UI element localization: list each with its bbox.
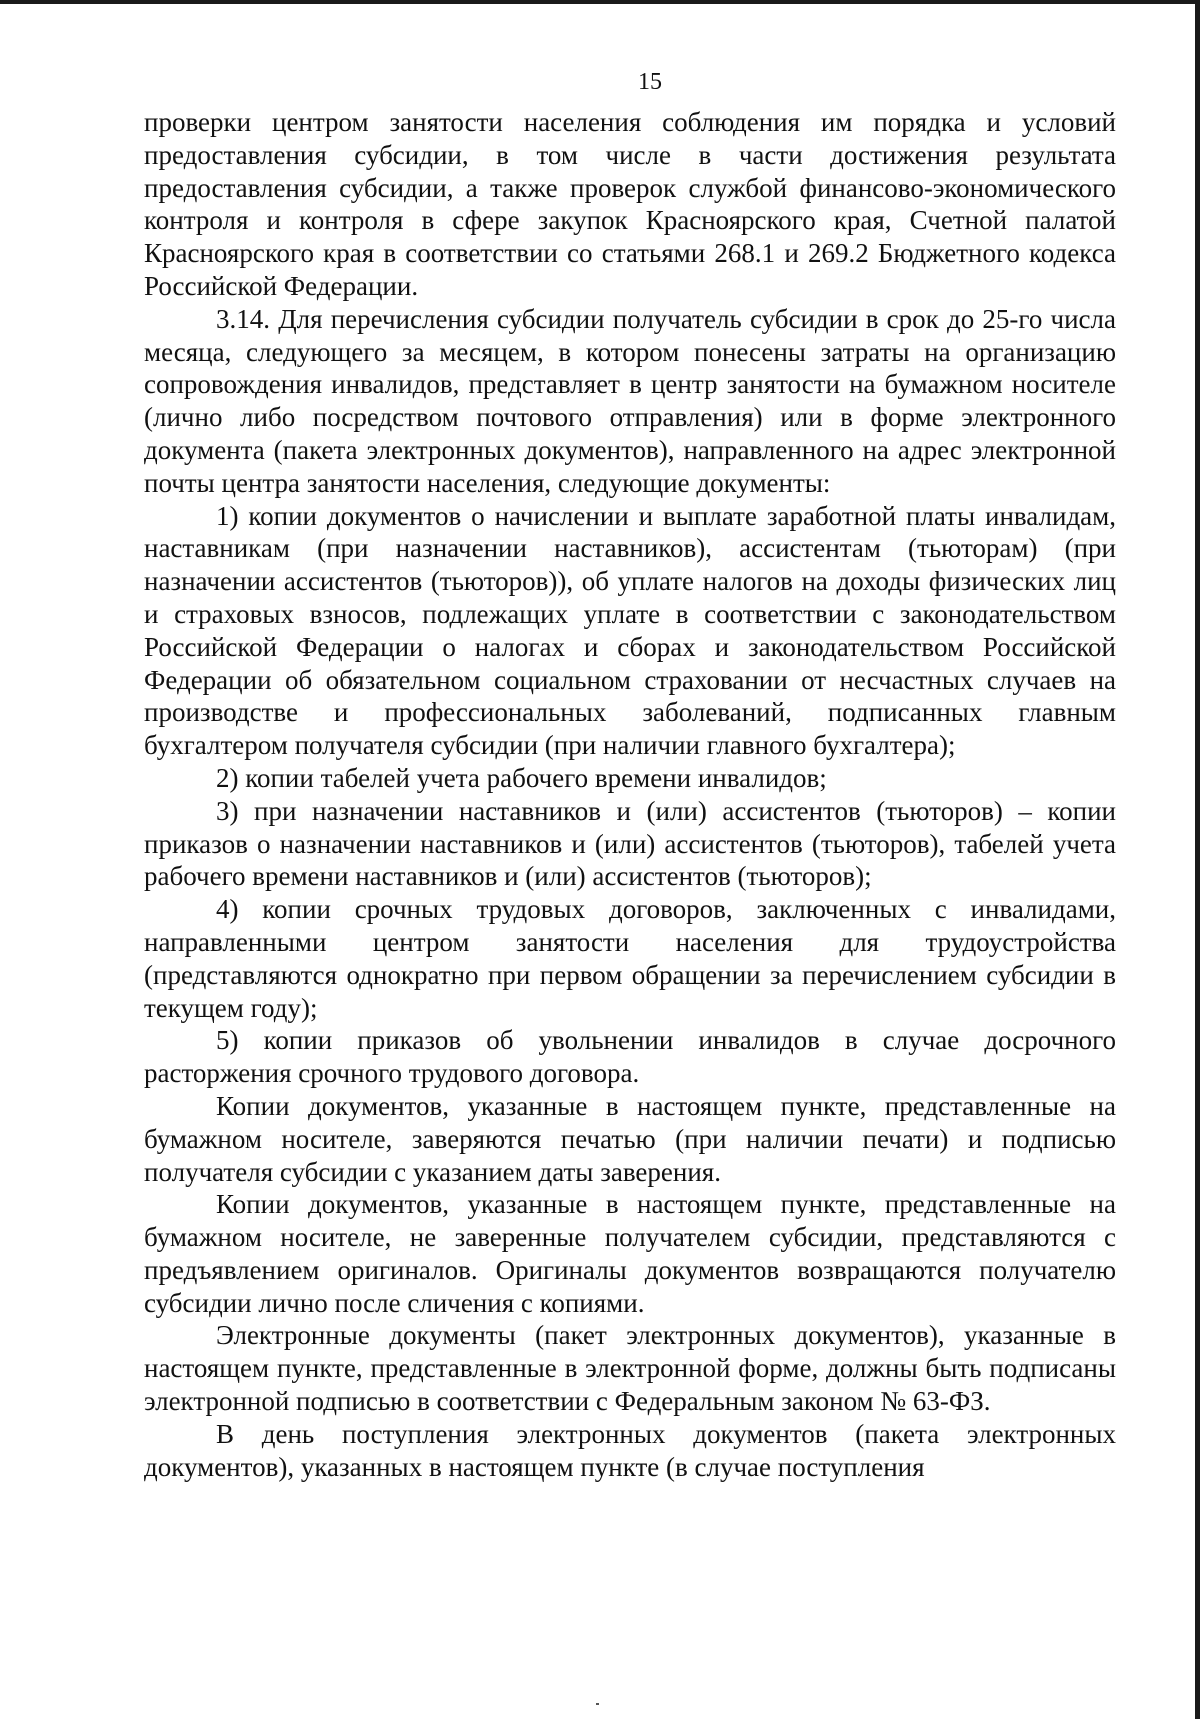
paragraph-paper-copies: Копии документов, указанные в настоящем пункте, представленные на бумажном носителе, заверяются печатью (при наличии печати) и подписью получателя субсидии с указанием даты заверения. xyxy=(144,1090,1116,1187)
page-number: 15 xyxy=(638,69,662,95)
list-item-4: 4) копии срочных трудовых договоров, заключенных с инвалидами, направленными центром занятости населения для трудоустройства (представляются однократно при первом обращении за перечислением субсидии в текущем году); xyxy=(144,894,1116,1023)
scan-border-top xyxy=(0,0,1200,4)
list-item-1: 1) копии документов о начислении и выплате заработной платы инвалидам, наставникам (при назначении наставников), ассистентам (тьюторам) (при назначении ассистентов (тьюторов)), об уплате налогов на доходы физических лиц и страховых взносов, подлежащих уплате в соответствии с законодательством Российской Федерации о налогах и сборах и законодательством Российской Федерации об обязательном социальном страховании от несчастных случаев на производстве и профессиональных заболеваний, подписанных главным бухгалтером получателя субсидии (при наличии главного бухгалтера); xyxy=(144,500,1116,761)
paragraph-electronic-documents: Электронные документы (пакет электронных документов), указанные в настоящем пункте, представленные в электронной форме, должны быть подписаны электронной подписью в соответствии с Федеральным законом № 63-ФЗ. xyxy=(144,1320,1116,1417)
paragraph-3-14: 3.14. Для перечисления субсидии получатель субсидии в срок до 25-го числа месяца, следующего за месяцем, в котором понесены затраты на организацию сопровождения инвалидов, представляет в центр занятости на бумажном носителе (лично либо посредством почтового отправления) или в форме электронного документа (пакета электронных документов), направленного на адрес электронной почты центра занятости населения, следующие документы: xyxy=(144,303,1116,498)
document-page xyxy=(144,62,1116,1483)
list-item-2: 2) копии табелей учета рабочего времени инвалидов; xyxy=(216,762,827,793)
scan-border-right xyxy=(1195,0,1200,1719)
list-item-3: 3) при назначении наставников и (или) ассистентов (тьюторов) – копии приказов о назначении наставников и (или) ассистентов (тьюторов), табелей учета рабочего времени наставников и (или) ассистентов (тьюторов); xyxy=(144,795,1116,892)
paragraph-receipt-day: В день поступления электронных документов (пакета электронных документов), указанных в настоящем пункте (в случае поступления xyxy=(144,1418,1116,1482)
scan-artifact xyxy=(596,1703,599,1705)
list-item-5: 5) копии приказов об увольнении инвалидов в случае досрочного расторжения срочного трудового договора. xyxy=(144,1025,1116,1089)
paragraph-uncertified-copies: Копии документов, указанные в настоящем пункте, представленные на бумажном носителе, не заверенные получателем субсидии, представляются с предъявлением оригиналов. Оригиналы документов возвращаются получателю субсидии лично после сличения с копиями. xyxy=(144,1189,1116,1318)
paragraph-continuation: проверки центром занятости населения соблюдения им порядка и условий предоставления субсидии, в том числе в части достижения результата предоставления субсидии, а также проверок службой финансово-экономического контроля и контроля в сфере закупок Красноярского края, Счетной палатой Красноярского края в соответствии со статьями 268.1 и 269.2 Бюджетного кодекса Российской Федерации. xyxy=(144,107,1116,301)
